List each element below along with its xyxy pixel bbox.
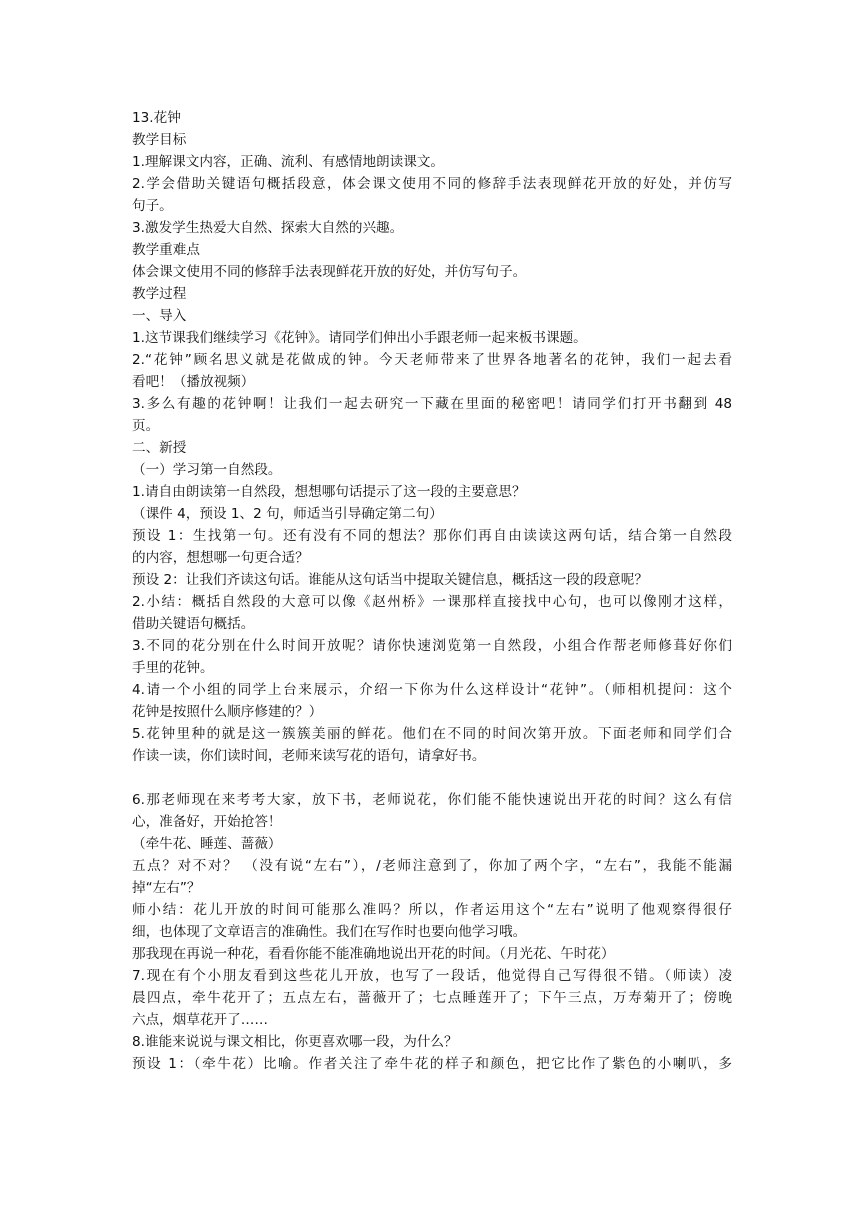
text-line: 师小结：花儿开放的时间可能那么准吗？所以，作者运用这个“左右”说明了他观察得很仔 bbox=[132, 902, 732, 918]
blank-line bbox=[132, 767, 732, 789]
text-line: 1.请自由朗读第一自然段，想想哪句话提示了这一段的主要意思？ bbox=[132, 484, 526, 500]
text-line: 的内容，想想哪一句更合适？ bbox=[132, 550, 309, 566]
text-line: 13.花钟 bbox=[132, 110, 181, 126]
text-line: 借助关键语句概括。 bbox=[132, 616, 255, 632]
text-line: 手里的花钟。 bbox=[132, 660, 214, 676]
text-line: 预设 1：生找第一句。还有没有不同的想法？那你们再自由读读这两句话，结合第一自然段 bbox=[132, 528, 732, 544]
text-line: 教学重难点 bbox=[132, 242, 200, 258]
text-line: 六点，烟草花开了…… bbox=[132, 1012, 268, 1028]
text-line: 晨四点，牵牛花开了；五点左右，蔷薇开了；七点睡莲开了；下午三点，万寿菊开了；傍晚 bbox=[132, 990, 732, 1006]
text-line: 2.学会借助关键语句概括段意，体会课文使用不同的修辞手法表现鲜花开放的好处，并仿写 bbox=[132, 176, 732, 192]
text-line: 二、新授 bbox=[132, 440, 187, 456]
text-line: 6.那老师现在来考考大家，放下书，老师说花，你们能不能快速说出开花的时间？这么有信 bbox=[132, 792, 732, 808]
text-line: 2.“花钟”顾名思义就是花做成的钟。今天老师带来了世界各地著名的花钟，我们一起去看 bbox=[132, 352, 732, 368]
text-line: 2.小结：概括自然段的大意可以像《赵州桥》一课那样直接找中心句，也可以像刚才这样， bbox=[132, 594, 732, 610]
text-line: 页。 bbox=[132, 418, 160, 434]
text-line: 掉“左右”？ bbox=[132, 880, 201, 896]
text-line: 看吧！（播放视频） bbox=[132, 374, 255, 390]
text-line: 那我现在再说一种花，看看你能不能准确地说出开花的时间。（月光花、午时花） bbox=[132, 946, 615, 962]
text-line: 句子。 bbox=[132, 198, 173, 214]
text-line: （课件 4，预设 1、2 句，师适当引导确定第二句） bbox=[132, 506, 443, 522]
text-line: 4.请一个小组的同学上台来展示，介绍一下你为什么这样设计“花钟”。（师相机提问：这个 bbox=[132, 682, 732, 698]
text-line: 7.现在有个小朋友看到这些花儿开放，也写了一段话，他觉得自己写得很不错。（师读）凌 bbox=[132, 968, 732, 984]
text-line: 5.花钟里种的就是这一簇簇美丽的鲜花。他们在不同的时间次第开放。下面老师和同学们合 bbox=[132, 726, 732, 742]
text-line: （牵牛花、睡莲、蔷薇） bbox=[132, 836, 282, 852]
text-line: 预设 1：（牵牛花）比喻。作者关注了牵牛花的样子和颜色，把它比作了紫色的小喇叭，多 bbox=[132, 1056, 732, 1072]
text-line: 作读一读，你们读时间，老师来读写花的语句，请拿好书。 bbox=[132, 748, 486, 764]
text-line: 细，也体现了文章语言的准确性。我们在写作时也要向他学习哦。 bbox=[132, 924, 527, 940]
text-line: 心，准备好，开始抢答！ bbox=[132, 814, 282, 830]
text-line: 3.多么有趣的花钟啊！让我们一起去研究一下藏在里面的秘密吧！请同学们打开书翻到 48 bbox=[132, 396, 732, 412]
text-line: （一）学习第一自然段。 bbox=[132, 462, 282, 478]
text-line: 3.不同的花分别在什么时间开放呢？请你快速浏览第一自然段，小组合作帮老师修葺好你们 bbox=[132, 638, 732, 654]
text-line: 8.谁能来说说与课文相比，你更喜欢哪一段，为什么？ bbox=[132, 1034, 458, 1050]
text-line: 1.这节课我们继续学习《花钟》。请同学们伸出小手跟老师一起来板书课题。 bbox=[132, 330, 587, 346]
text-line: 1.理解课文内容，正确、流利、有感情地朗读课文。 bbox=[132, 154, 445, 170]
text-line: 一、导入 bbox=[132, 308, 187, 324]
text-line: 花钟是按照什么顺序修建的？） bbox=[132, 704, 323, 720]
text-line: 教学过程 bbox=[132, 286, 187, 302]
text-line: 3.激发学生热爱大自然、探索大自然的兴趣。 bbox=[132, 220, 404, 236]
text-line: 五点？对不对？ （没有说“左右”），/老师注意到了，你加了两个字，“左右”，我能不能漏 bbox=[132, 858, 732, 874]
text-line: 教学目标 bbox=[132, 132, 187, 148]
document-body bbox=[132, 107, 732, 1075]
text-line: 预设 2：让我们齐读这句话。谁能从这句话当中提取关键信息，概括这一段的段意呢？ bbox=[132, 572, 648, 588]
text-line: 体会课文使用不同的修辞手法表现鲜花开放的好处，并仿写句子。 bbox=[132, 264, 527, 280]
